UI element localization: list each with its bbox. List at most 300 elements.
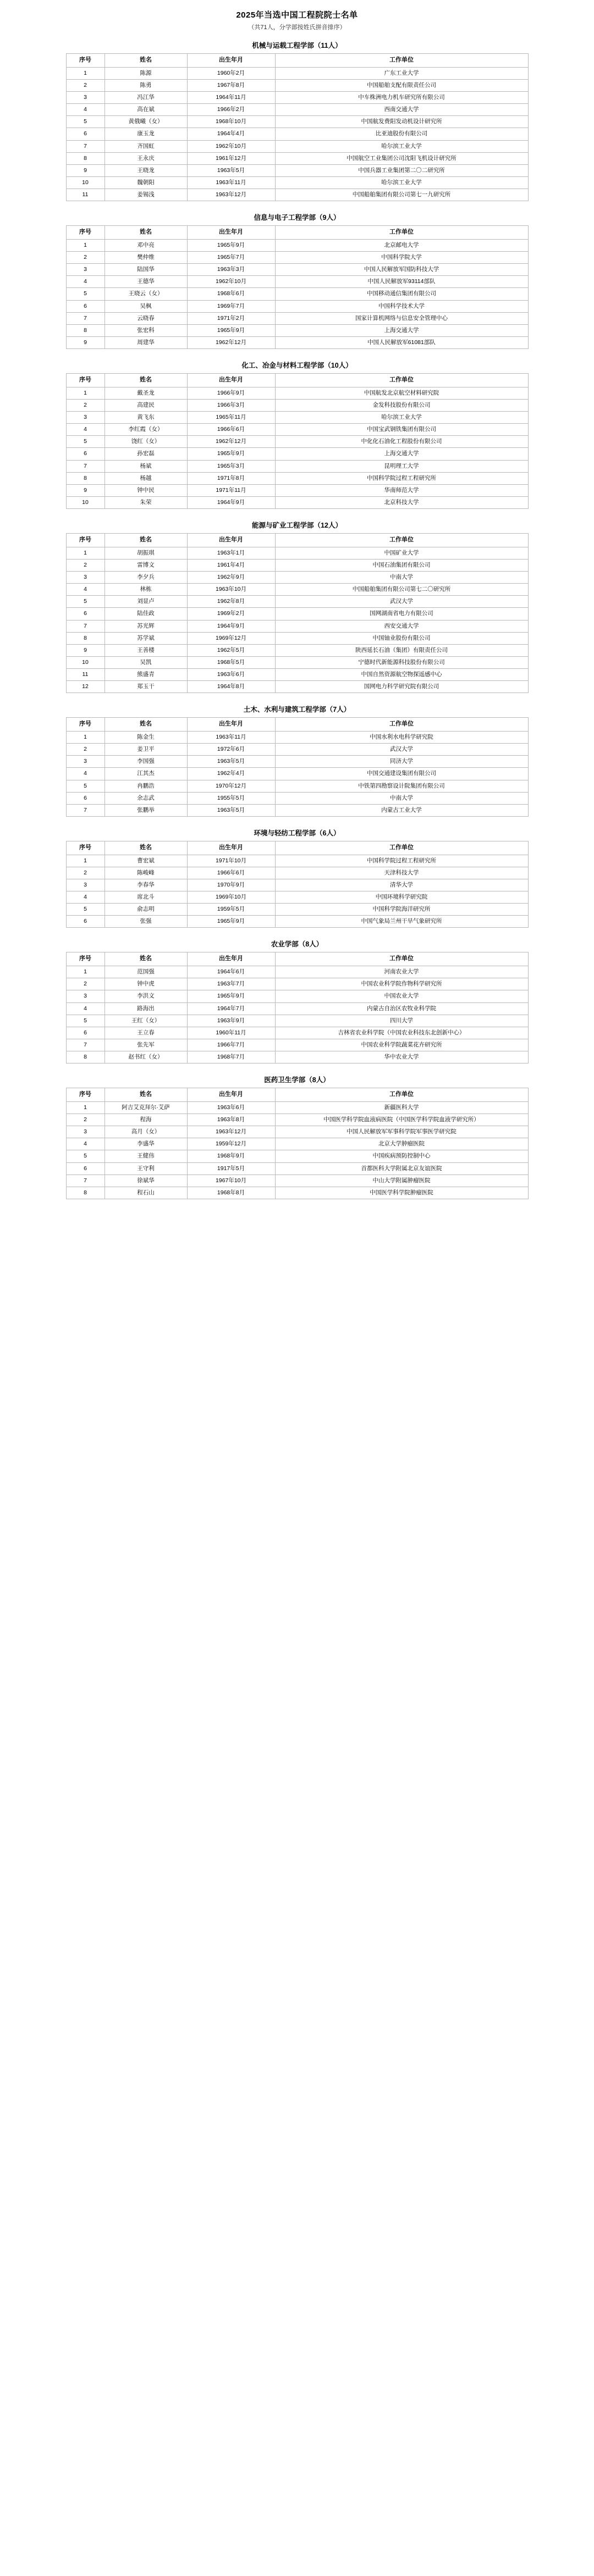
table-row bbox=[66, 916, 528, 928]
table-row bbox=[66, 472, 528, 484]
cell-organization: 武汉大学 bbox=[275, 596, 528, 608]
cell-name: 杨越 bbox=[105, 472, 187, 484]
cell-organization: 北京邮电大学 bbox=[275, 239, 528, 251]
cell-organization: 比亚迪股份有限公司 bbox=[275, 128, 528, 140]
cell-birth: 1966年2月 bbox=[187, 104, 275, 116]
table-row bbox=[66, 1150, 528, 1162]
cell-name: 王守利 bbox=[105, 1162, 187, 1175]
cell-birth: 1965年7月 bbox=[187, 252, 275, 264]
cell-birth: 1963年6月 bbox=[187, 669, 275, 681]
cell-name: 徐斌华 bbox=[105, 1175, 187, 1187]
cell-name: 路海出 bbox=[105, 1002, 187, 1015]
cell-index: 7 bbox=[66, 140, 105, 152]
cell-birth: 1965年3月 bbox=[187, 460, 275, 472]
cell-organization: 西南交通大学 bbox=[275, 104, 528, 116]
section-title: 农业学部（8人） bbox=[271, 940, 323, 949]
cell-index: 5 bbox=[66, 1015, 105, 1027]
table-row bbox=[66, 891, 528, 904]
cell-index: 8 bbox=[66, 472, 105, 484]
cell-organization: 清华大学 bbox=[275, 879, 528, 891]
column-header: 序号 bbox=[66, 374, 105, 387]
column-header: 序号 bbox=[66, 1088, 105, 1102]
cell-index: 2 bbox=[66, 559, 105, 571]
roster-table bbox=[66, 841, 529, 928]
column-header: 工作单位 bbox=[275, 534, 528, 547]
cell-birth: 1968年6月 bbox=[187, 288, 275, 300]
cell-index: 6 bbox=[66, 792, 105, 804]
cell-index: 3 bbox=[66, 572, 105, 584]
cell-name: 冯江华 bbox=[105, 92, 187, 104]
cell-birth: 1963年9月 bbox=[187, 1015, 275, 1027]
cell-birth: 1959年12月 bbox=[187, 1138, 275, 1150]
table-row bbox=[66, 584, 528, 596]
cell-name: 阿吉艾克拜尔·艾萨 bbox=[105, 1101, 187, 1114]
table-row bbox=[66, 572, 528, 584]
table-row bbox=[66, 67, 528, 79]
cell-organization: 中国科学院过程工程研究所 bbox=[275, 472, 528, 484]
table-row bbox=[66, 189, 528, 201]
cell-name: 李国强 bbox=[105, 756, 187, 768]
table-row bbox=[66, 632, 528, 644]
cell-organization: 中铁第四勘察设计院集团有限公司 bbox=[275, 780, 528, 792]
cell-organization: 中国航发北京航空材料研究院 bbox=[275, 387, 528, 399]
table-row bbox=[66, 288, 528, 300]
cell-name: 康玉龙 bbox=[105, 128, 187, 140]
cell-index: 6 bbox=[66, 608, 105, 620]
cell-birth: 1962年12月 bbox=[187, 336, 275, 348]
cell-name: 陆佳政 bbox=[105, 608, 187, 620]
cell-index: 10 bbox=[66, 176, 105, 189]
cell-birth: 1964年8月 bbox=[187, 681, 275, 693]
cell-name: 郑玉干 bbox=[105, 681, 187, 693]
column-header: 序号 bbox=[66, 534, 105, 547]
cell-index: 7 bbox=[66, 460, 105, 472]
cell-name: 钟中虎 bbox=[105, 978, 187, 990]
table-row bbox=[66, 1039, 528, 1051]
cell-birth: 1969年7月 bbox=[187, 300, 275, 312]
cell-birth: 1967年10月 bbox=[187, 1175, 275, 1187]
cell-name: 张先军 bbox=[105, 1039, 187, 1051]
cell-organization: 中国科学院海洋研究所 bbox=[275, 904, 528, 916]
cell-organization: 中国宝武钢铁集团有限公司 bbox=[275, 424, 528, 436]
cell-index: 11 bbox=[66, 669, 105, 681]
column-header: 序号 bbox=[66, 718, 105, 732]
cell-index: 2 bbox=[66, 79, 105, 91]
cell-birth: 1968年5月 bbox=[187, 656, 275, 668]
cell-index: 1 bbox=[66, 387, 105, 399]
column-header: 工作单位 bbox=[275, 718, 528, 732]
cell-organization: 国网湖南省电力有限公司 bbox=[275, 608, 528, 620]
cell-organization: 中化化石油化工程股份有限公司 bbox=[275, 436, 528, 448]
cell-birth: 1971年10月 bbox=[187, 855, 275, 867]
cell-birth: 1963年12月 bbox=[187, 1126, 275, 1138]
table-row bbox=[66, 264, 528, 276]
table-header-row bbox=[66, 226, 528, 240]
cell-name: 陈金生 bbox=[105, 732, 187, 744]
table-row bbox=[66, 79, 528, 91]
table-row bbox=[66, 92, 528, 104]
cell-organization: 中国科学技术大学 bbox=[275, 300, 528, 312]
cell-name: 苏学斌 bbox=[105, 632, 187, 644]
table-row bbox=[66, 460, 528, 472]
column-header: 姓名 bbox=[105, 226, 187, 240]
table-row bbox=[66, 116, 528, 128]
column-header: 出生年月 bbox=[187, 374, 275, 387]
cell-birth: 1963年5月 bbox=[187, 164, 275, 176]
cell-name: 冉鹏浩 bbox=[105, 780, 187, 792]
cell-organization: 中国人民解放军61081部队 bbox=[275, 336, 528, 348]
table-header-row bbox=[66, 718, 528, 732]
cell-index: 7 bbox=[66, 804, 105, 816]
cell-name: 周建华 bbox=[105, 336, 187, 348]
section bbox=[0, 935, 594, 1063]
table-row bbox=[66, 176, 528, 189]
column-header: 工作单位 bbox=[275, 374, 528, 387]
cell-birth: 1965年11月 bbox=[187, 412, 275, 424]
cell-name: 俞志明 bbox=[105, 904, 187, 916]
cell-organization: 北京科技大学 bbox=[275, 496, 528, 508]
table-row bbox=[66, 496, 528, 508]
cell-name: 王健伟 bbox=[105, 1150, 187, 1162]
section bbox=[0, 701, 594, 817]
cell-index: 9 bbox=[66, 336, 105, 348]
cell-index: 5 bbox=[66, 116, 105, 128]
cell-name: 黄俄曦（女） bbox=[105, 116, 187, 128]
cell-index: 5 bbox=[66, 436, 105, 448]
cell-birth: 1963年3月 bbox=[187, 264, 275, 276]
table-row bbox=[66, 1138, 528, 1150]
cell-name: 余志武 bbox=[105, 792, 187, 804]
cell-organization: 天津科技大学 bbox=[275, 867, 528, 879]
table-row bbox=[66, 780, 528, 792]
section-title: 环境与轻纺工程学部（6人） bbox=[254, 829, 340, 837]
column-header: 序号 bbox=[66, 226, 105, 240]
cell-index: 2 bbox=[66, 867, 105, 879]
table-row bbox=[66, 879, 528, 891]
page-title: 2025年当选中国工程院院士名单 bbox=[236, 10, 358, 20]
table-row bbox=[66, 756, 528, 768]
table-row bbox=[66, 1126, 528, 1138]
column-header: 出生年月 bbox=[187, 718, 275, 732]
roster-table bbox=[66, 53, 529, 201]
roster-table bbox=[66, 952, 529, 1063]
cell-index: 4 bbox=[66, 104, 105, 116]
column-header: 工作单位 bbox=[275, 1088, 528, 1102]
cell-name: 黄飞东 bbox=[105, 412, 187, 424]
table-row bbox=[66, 547, 528, 559]
section bbox=[0, 1071, 594, 1199]
table-row bbox=[66, 412, 528, 424]
column-header: 出生年月 bbox=[187, 226, 275, 240]
column-header: 姓名 bbox=[105, 718, 187, 732]
table-row bbox=[66, 744, 528, 756]
table-row bbox=[66, 644, 528, 656]
cell-index: 1 bbox=[66, 1101, 105, 1114]
cell-organization: 国网电力科学研究院有限公司 bbox=[275, 681, 528, 693]
cell-index: 5 bbox=[66, 596, 105, 608]
cell-organization: 中国移动通信集团有限公司 bbox=[275, 288, 528, 300]
cell-name: 刘显卢 bbox=[105, 596, 187, 608]
cell-name: 姜卫平 bbox=[105, 744, 187, 756]
cell-birth: 1972年6月 bbox=[187, 744, 275, 756]
cell-name: 钟中民 bbox=[105, 484, 187, 496]
cell-organization: 华南师范大学 bbox=[275, 484, 528, 496]
cell-name: 王立春 bbox=[105, 1027, 187, 1039]
page-subtitle: （共71人，分学部按姓氏拼音排序） bbox=[248, 24, 346, 31]
section bbox=[0, 357, 594, 509]
cell-birth: 1967年8月 bbox=[187, 79, 275, 91]
cell-index: 8 bbox=[66, 324, 105, 336]
cell-index: 3 bbox=[66, 264, 105, 276]
column-header: 序号 bbox=[66, 952, 105, 966]
cell-organization: 中国环境科学研究院 bbox=[275, 891, 528, 904]
cell-index: 6 bbox=[66, 300, 105, 312]
cell-organization: 中国人民解放军军事科学院军事医学研究院 bbox=[275, 1126, 528, 1138]
cell-name: 王红（女） bbox=[105, 1015, 187, 1027]
table-row bbox=[66, 792, 528, 804]
cell-name: 李春华 bbox=[105, 879, 187, 891]
table-row bbox=[66, 1002, 528, 1015]
table-row bbox=[66, 1015, 528, 1027]
cell-index: 2 bbox=[66, 744, 105, 756]
column-header: 出生年月 bbox=[187, 54, 275, 68]
cell-birth: 1964年4月 bbox=[187, 128, 275, 140]
table-row bbox=[66, 1027, 528, 1039]
roster-table bbox=[66, 533, 529, 693]
cell-birth: 1964年11月 bbox=[187, 92, 275, 104]
cell-birth: 1969年12月 bbox=[187, 632, 275, 644]
cell-name: 高月（女） bbox=[105, 1126, 187, 1138]
table-row bbox=[66, 252, 528, 264]
cell-birth: 1963年7月 bbox=[187, 978, 275, 990]
column-header: 姓名 bbox=[105, 54, 187, 68]
table-row bbox=[66, 1114, 528, 1126]
cell-index: 7 bbox=[66, 312, 105, 324]
cell-index: 3 bbox=[66, 1126, 105, 1138]
cell-name: 姜锡浅 bbox=[105, 189, 187, 201]
cell-organization: 中南大学 bbox=[275, 792, 528, 804]
cell-name: 王晓云（女） bbox=[105, 288, 187, 300]
table-row bbox=[66, 904, 528, 916]
table-row bbox=[66, 978, 528, 990]
column-header: 序号 bbox=[66, 841, 105, 855]
table-row bbox=[66, 436, 528, 448]
cell-birth: 1971年11月 bbox=[187, 484, 275, 496]
cell-organization: 中国疾病预防控制中心 bbox=[275, 1150, 528, 1162]
column-header: 姓名 bbox=[105, 534, 187, 547]
cell-birth: 1962年8月 bbox=[187, 596, 275, 608]
cell-name: 张宏科 bbox=[105, 324, 187, 336]
cell-index: 5 bbox=[66, 780, 105, 792]
section-title: 土木、水利与建筑工程学部（7人） bbox=[243, 706, 351, 714]
cell-name: 程石山 bbox=[105, 1187, 187, 1199]
cell-organization: 中国铀业股份有限公司 bbox=[275, 632, 528, 644]
table-header-row bbox=[66, 534, 528, 547]
table-row bbox=[66, 620, 528, 632]
cell-organization: 中国科学院过程工程研究所 bbox=[275, 855, 528, 867]
cell-birth: 1963年12月 bbox=[187, 189, 275, 201]
cell-index: 4 bbox=[66, 1002, 105, 1015]
cell-name: 胡振琪 bbox=[105, 547, 187, 559]
cell-name: 吴枫 bbox=[105, 300, 187, 312]
table-row bbox=[66, 164, 528, 176]
column-header: 姓名 bbox=[105, 841, 187, 855]
cell-organization: 中国兵器工业集团第二〇二研究所 bbox=[275, 164, 528, 176]
cell-birth: 1969年10月 bbox=[187, 891, 275, 904]
cell-index: 7 bbox=[66, 620, 105, 632]
cell-name: 杨斌 bbox=[105, 460, 187, 472]
cell-birth: 1964年7月 bbox=[187, 1002, 275, 1015]
cell-index: 8 bbox=[66, 1051, 105, 1063]
column-header: 出生年月 bbox=[187, 1088, 275, 1102]
cell-organization: 中国医学科学院血液病医院（中国医学科学院血液学研究所） bbox=[275, 1114, 528, 1126]
cell-organization: 中国气象局兰州干旱气象研究所 bbox=[275, 916, 528, 928]
table-row bbox=[66, 596, 528, 608]
cell-organization: 中国水利水电科学研究院 bbox=[275, 732, 528, 744]
table-header-row bbox=[66, 54, 528, 68]
table-row bbox=[66, 128, 528, 140]
cell-organization: 上海交通大学 bbox=[275, 448, 528, 460]
cell-organization: 中国交通建设集团有限公司 bbox=[275, 768, 528, 780]
cell-birth: 1965年9月 bbox=[187, 448, 275, 460]
cell-index: 3 bbox=[66, 756, 105, 768]
cell-birth: 1968年8月 bbox=[187, 1187, 275, 1199]
table-row bbox=[66, 669, 528, 681]
cell-index: 1 bbox=[66, 67, 105, 79]
cell-organization: 广东工业大学 bbox=[275, 67, 528, 79]
cell-birth: 1965年9月 bbox=[187, 324, 275, 336]
cell-index: 6 bbox=[66, 128, 105, 140]
cell-organization: 陕西延长石油（集团）有限责任公司 bbox=[275, 644, 528, 656]
table-header-row bbox=[66, 841, 528, 855]
roster-table bbox=[66, 373, 529, 509]
cell-birth: 1955年5月 bbox=[187, 792, 275, 804]
cell-index: 9 bbox=[66, 644, 105, 656]
table-row bbox=[66, 966, 528, 978]
cell-organization: 昆明理工大学 bbox=[275, 460, 528, 472]
cell-name: 陆国华 bbox=[105, 264, 187, 276]
cell-birth: 1960年11月 bbox=[187, 1027, 275, 1039]
cell-index: 1 bbox=[66, 547, 105, 559]
cell-name: 雷博文 bbox=[105, 559, 187, 571]
cell-birth: 1971年8月 bbox=[187, 472, 275, 484]
cell-name: 王德华 bbox=[105, 276, 187, 288]
cell-birth: 1962年9月 bbox=[187, 572, 275, 584]
table-row bbox=[66, 1175, 528, 1187]
table-row bbox=[66, 855, 528, 867]
cell-birth: 1963年11月 bbox=[187, 176, 275, 189]
section-title: 能源与矿业工程学部（12人） bbox=[252, 522, 342, 529]
table-row bbox=[66, 768, 528, 780]
cell-birth: 1970年9月 bbox=[187, 879, 275, 891]
cell-birth: 1963年6月 bbox=[187, 1101, 275, 1114]
cell-birth: 1963年5月 bbox=[187, 756, 275, 768]
table-row bbox=[66, 1101, 528, 1114]
table-row bbox=[66, 804, 528, 816]
cell-index: 11 bbox=[66, 189, 105, 201]
section-title: 信息与电子工程学部（9人） bbox=[254, 214, 340, 222]
cell-index: 4 bbox=[66, 584, 105, 596]
cell-index: 5 bbox=[66, 1150, 105, 1162]
cell-name: 陈峻峰 bbox=[105, 867, 187, 879]
cell-name: 范国强 bbox=[105, 966, 187, 978]
cell-index: 6 bbox=[66, 448, 105, 460]
cell-birth: 1964年9月 bbox=[187, 496, 275, 508]
cell-birth: 1963年8月 bbox=[187, 1114, 275, 1126]
cell-index: 1 bbox=[66, 966, 105, 978]
cell-name: 饶红（女） bbox=[105, 436, 187, 448]
cell-organization: 内蒙古工业大学 bbox=[275, 804, 528, 816]
cell-name: 曹宏斌 bbox=[105, 855, 187, 867]
cell-organization: 中国农业大学 bbox=[275, 990, 528, 1002]
cell-name: 张强 bbox=[105, 916, 187, 928]
cell-index: 4 bbox=[66, 276, 105, 288]
column-header: 工作单位 bbox=[275, 54, 528, 68]
table-row bbox=[66, 312, 528, 324]
column-header: 出生年月 bbox=[187, 841, 275, 855]
column-header: 工作单位 bbox=[275, 952, 528, 966]
section-title: 机械与运载工程学部（11人） bbox=[252, 42, 342, 49]
table-row bbox=[66, 732, 528, 744]
cell-index: 12 bbox=[66, 681, 105, 693]
cell-name: 熊盛青 bbox=[105, 669, 187, 681]
cell-organization: 中山大学附属肿瘤医院 bbox=[275, 1175, 528, 1187]
cell-name: 陈勇 bbox=[105, 79, 187, 91]
cell-birth: 1968年10月 bbox=[187, 116, 275, 128]
column-header: 工作单位 bbox=[275, 841, 528, 855]
cell-name: 戴圣龙 bbox=[105, 387, 187, 399]
cell-organization: 华中农业大学 bbox=[275, 1051, 528, 1063]
cell-index: 9 bbox=[66, 484, 105, 496]
cell-name: 李洪文 bbox=[105, 990, 187, 1002]
table-row bbox=[66, 608, 528, 620]
cell-index: 3 bbox=[66, 412, 105, 424]
cell-birth: 1965年9月 bbox=[187, 239, 275, 251]
cell-organization: 上海交通大学 bbox=[275, 324, 528, 336]
cell-name: 高建民 bbox=[105, 399, 187, 411]
cell-birth: 1966年3月 bbox=[187, 399, 275, 411]
cell-name: 樊仲维 bbox=[105, 252, 187, 264]
cell-index: 1 bbox=[66, 732, 105, 744]
cell-index: 3 bbox=[66, 92, 105, 104]
cell-name: 张鹏举 bbox=[105, 804, 187, 816]
cell-organization: 中南大学 bbox=[275, 572, 528, 584]
table-row bbox=[66, 387, 528, 399]
cell-index: 4 bbox=[66, 891, 105, 904]
cell-name: 陈源 bbox=[105, 67, 187, 79]
cell-index: 2 bbox=[66, 1114, 105, 1126]
cell-index: 4 bbox=[66, 1138, 105, 1150]
cell-name: 李盛华 bbox=[105, 1138, 187, 1150]
section bbox=[0, 517, 594, 693]
cell-birth: 1968年7月 bbox=[187, 1051, 275, 1063]
cell-organization: 西安交通大学 bbox=[275, 620, 528, 632]
cell-organization: 新疆医科大学 bbox=[275, 1101, 528, 1114]
cell-organization: 同济大学 bbox=[275, 756, 528, 768]
table-row bbox=[66, 484, 528, 496]
cell-index: 3 bbox=[66, 879, 105, 891]
cell-birth: 1962年4月 bbox=[187, 768, 275, 780]
cell-organization: 中国科学院大学 bbox=[275, 252, 528, 264]
table-row bbox=[66, 152, 528, 164]
cell-birth: 1959年5月 bbox=[187, 904, 275, 916]
table-row bbox=[66, 239, 528, 251]
cell-organization: 中国农业科学院作物科学研究所 bbox=[275, 978, 528, 990]
cell-organization: 河南农业大学 bbox=[275, 966, 528, 978]
cell-name: 李夕兵 bbox=[105, 572, 187, 584]
table-row bbox=[66, 990, 528, 1002]
cell-name: 王永庆 bbox=[105, 152, 187, 164]
